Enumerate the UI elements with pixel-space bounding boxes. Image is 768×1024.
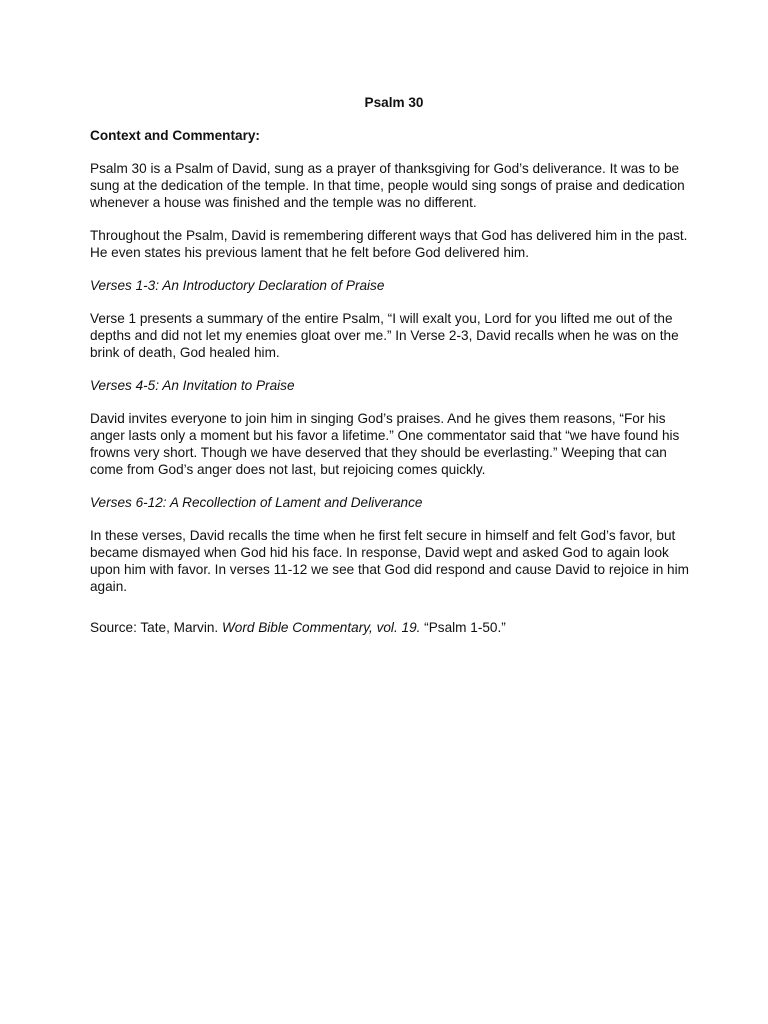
section-heading-verses-4-5: Verses 4-5: An Invitation to Praise	[90, 378, 295, 393]
document-title: Psalm 30	[364, 95, 424, 110]
document-page	[90, 94, 690, 652]
source-work-title: Word Bible Commentary, vol. 19.	[221, 620, 421, 635]
document-subtitle: Context and Commentary:	[90, 128, 260, 143]
source-citation	[90, 619, 690, 636]
section-heading-verses-1-3: Verses 1-3: An Introductory Declaration of Praise	[90, 278, 385, 293]
intro-paragraph-2: Throughout the Psalm, David is remembering different ways that God has delivered him in the past. He even states his previous lament that he felt before God delivered him.	[90, 228, 688, 260]
section-body-verses-6-12: In these verses, David recalls the time when he first felt secure in himself and felt God’s favor, but became dismayed when God hid his face. In response, David wept and asked God to again look upon him with favor. In verses 11-12 we see that God did respond and cause David to rejoice in him again.	[90, 528, 689, 594]
source-suffix: “Psalm 1-50.”	[420, 620, 506, 635]
section-body-verses-1-3: Verse 1 presents a summary of the entire Psalm, “I will exalt you, Lord for you lifted me out of the depths and did not let my enemies gloat over me.” In Verse 2-3, David recalls when he was on the brink of death, God healed him.	[90, 311, 679, 360]
intro-paragraph-1: Psalm 30 is a Psalm of David, sung as a prayer of thanksgiving for God’s deliverance. It was to be sung at the dedication of the temple. In that time, people would sing songs of praise and dedication whenever a house was finished and the temple was no different.	[90, 161, 685, 210]
section-heading-verses-6-12: Verses 6-12: A Recollection of Lament and Deliverance	[90, 495, 423, 510]
source-prefix: Source: Tate, Marvin.	[90, 620, 222, 635]
section-body-verses-4-5: David invites everyone to join him in singing God’s praises. And he gives them reasons, “For his anger lasts only a moment but his favor a lifetime.” One commentator said that “we have found his frowns very short. Though we have deserved that they should be everlasting.” Weeping that can come from God’s anger does not last, but rejoicing comes quickly.	[90, 411, 680, 477]
